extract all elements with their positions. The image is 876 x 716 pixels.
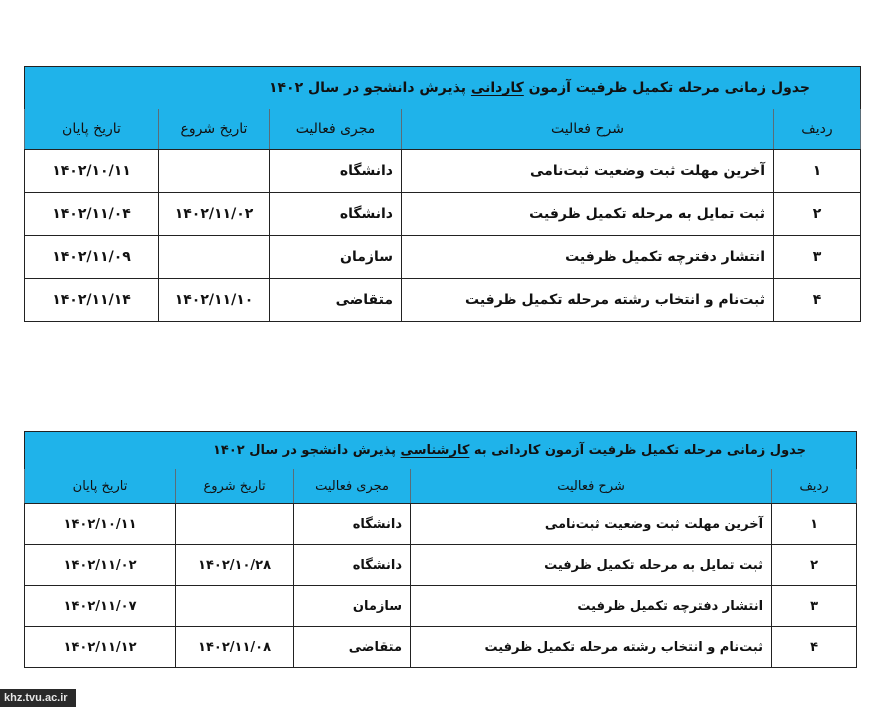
row-executor: سازمان	[294, 586, 411, 627]
row-index: ۳	[772, 586, 857, 627]
row-end-date: ۱۴۰۲/۱۱/۰۹	[25, 236, 159, 279]
row-start-date: ۱۴۰۲/۱۱/۰۸	[176, 627, 294, 668]
row-executor: دانشگاه	[294, 545, 411, 586]
table-title: جدول زمانی مرحله تکمیل ظرفیت آزمون کاردانی پذیرش دانشجو در سال ۱۴۰۲	[25, 67, 861, 110]
header-executor: مجری فعالیت	[294, 469, 411, 504]
table-row	[25, 586, 857, 627]
header-end-date: تاریخ پایان	[25, 469, 176, 504]
title-highlight: کاردانی	[470, 80, 524, 96]
header-description: شرح فعالیت	[411, 469, 772, 504]
row-index: ۴	[774, 279, 861, 322]
header-start-date: تاریخ شروع	[159, 109, 270, 150]
row-description: آخرین مهلت ثبت وضعیت ثبت‌نامی	[402, 150, 774, 193]
row-description: انتشار دفترچه تکمیل ظرفیت	[411, 586, 772, 627]
row-description: ثبت‌نام و انتخاب رشته مرحله تکمیل ظرفیت	[402, 279, 774, 322]
row-index: ۱	[772, 504, 857, 545]
row-description: ثبت تمایل به مرحله تکمیل ظرفیت	[402, 193, 774, 236]
site-watermark: khz.tvu.ac.ir	[0, 689, 76, 707]
row-index: ۲	[772, 545, 857, 586]
row-end-date: ۱۴۰۲/۱۰/۱۱	[25, 150, 159, 193]
row-start-date: ۱۴۰۲/۱۰/۲۸	[176, 545, 294, 586]
row-end-date: ۱۴۰۲/۱۱/۰۷	[25, 586, 176, 627]
row-description: آخرین مهلت ثبت وضعیت ثبت‌نامی	[411, 504, 772, 545]
row-end-date: ۱۴۰۲/۱۱/۱۲	[25, 627, 176, 668]
schedule-table-associate-to-bachelor	[24, 431, 857, 668]
row-index: ۳	[774, 236, 861, 279]
row-index: ۴	[772, 627, 857, 668]
row-executor: دانشگاه	[270, 193, 402, 236]
header-description: شرح فعالیت	[402, 109, 774, 150]
row-executor: سازمان	[270, 236, 402, 279]
row-end-date: ۱۴۰۲/۱۰/۱۱	[25, 504, 176, 545]
table-row	[25, 545, 857, 586]
header-index: ردیف	[772, 469, 857, 504]
row-end-date: ۱۴۰۲/۱۱/۰۴	[25, 193, 159, 236]
row-executor: متقاضی	[294, 627, 411, 668]
header-executor: مجری فعالیت	[270, 109, 402, 150]
title-highlight: کارشناسی	[400, 443, 470, 458]
table-row	[25, 279, 861, 322]
header-end-date: تاریخ پایان	[25, 109, 159, 150]
table-row	[25, 150, 861, 193]
row-executor: دانشگاه	[270, 150, 402, 193]
table-row	[25, 627, 857, 668]
row-description: انتشار دفترچه تکمیل ظرفیت	[402, 236, 774, 279]
row-start-date	[159, 150, 270, 193]
row-index: ۲	[774, 193, 861, 236]
row-description: ثبت تمایل به مرحله تکمیل ظرفیت	[411, 545, 772, 586]
header-index: ردیف	[774, 109, 861, 150]
table-row	[25, 236, 861, 279]
row-start-date: ۱۴۰۲/۱۱/۱۰	[159, 279, 270, 322]
row-start-date	[176, 586, 294, 627]
schedule-table-associate	[24, 66, 861, 322]
row-start-date	[159, 236, 270, 279]
row-start-date	[176, 504, 294, 545]
row-start-date: ۱۴۰۲/۱۱/۰۲	[159, 193, 270, 236]
row-end-date: ۱۴۰۲/۱۱/۰۲	[25, 545, 176, 586]
table-title: جدول زمانی مرحله تکمیل ظرفیت آزمون کاردانی به کارشناسی پذیرش دانشجو در سال ۱۴۰۲	[25, 432, 857, 470]
row-executor: دانشگاه	[294, 504, 411, 545]
row-description: ثبت‌نام و انتخاب رشته مرحله تکمیل ظرفیت	[411, 627, 772, 668]
table-row	[25, 504, 857, 545]
header-start-date: تاریخ شروع	[176, 469, 294, 504]
row-executor: متقاضی	[270, 279, 402, 322]
row-end-date: ۱۴۰۲/۱۱/۱۴	[25, 279, 159, 322]
row-index: ۱	[774, 150, 861, 193]
table-row	[25, 193, 861, 236]
